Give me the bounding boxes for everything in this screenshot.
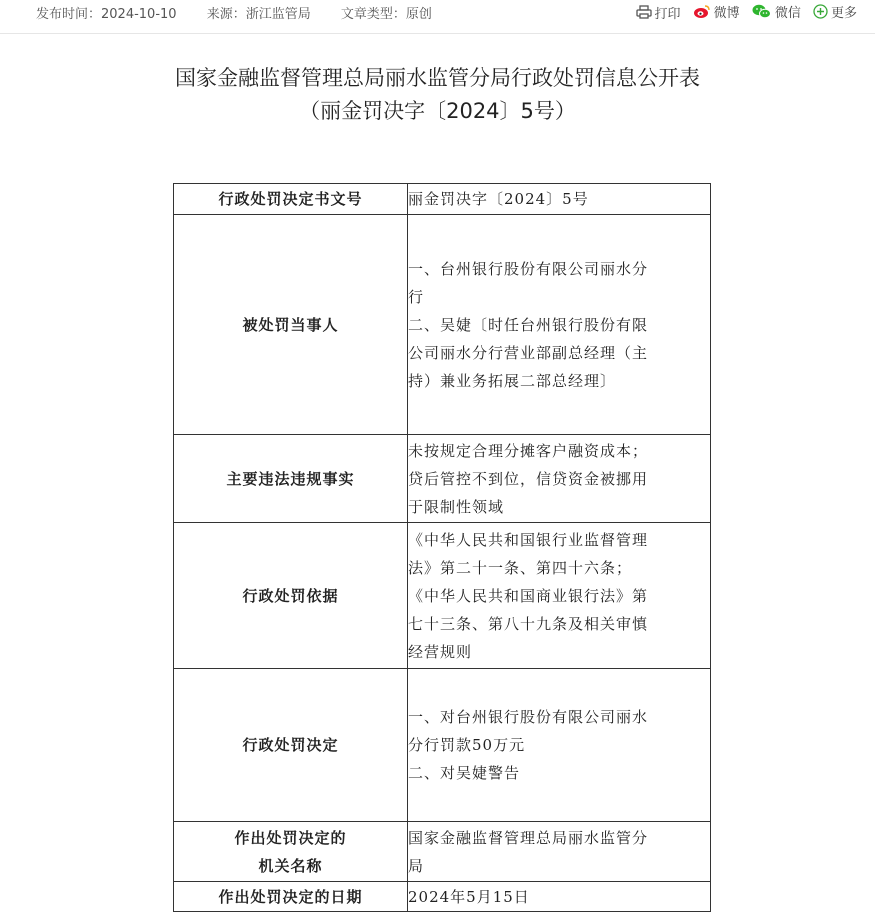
publish-date: 发布时间：2024-10-10 (36, 7, 177, 22)
share-toolbar (628, 2, 857, 23)
table-row (174, 435, 711, 523)
row-label: 主要违法违规事实 (174, 435, 408, 523)
article-source: 来源：浙江监管局 (206, 7, 311, 22)
table-row (174, 822, 711, 882)
wechat-icon (752, 4, 772, 19)
printer-icon (636, 5, 652, 19)
row-value: 国家金融监督管理总局丽水监管分 局 (408, 822, 711, 882)
print-label: 打印 (654, 6, 681, 22)
article-type: 文章类型：原创 (340, 7, 432, 22)
weibo-label: 微博 (713, 6, 740, 21)
table-row (174, 215, 711, 435)
more-label: 更多 (830, 6, 857, 21)
row-label: 作出处罚决定的日期 (174, 882, 408, 912)
row-label: 行政处罚依据 (174, 523, 408, 669)
article-meta (36, 3, 458, 22)
weibo-button[interactable] (693, 2, 740, 21)
row-label: 行政处罚决定书文号 (174, 184, 408, 215)
more-button[interactable] (813, 2, 857, 21)
article-meta-bar (0, 0, 875, 24)
table-row (174, 882, 711, 912)
penalty-info-table (173, 183, 711, 912)
row-value: 一、对台州银行股份有限公司丽水 分行罚款50万元 二、对吴婕警告 (408, 669, 711, 822)
table-row (174, 669, 711, 822)
page-title (0, 62, 875, 128)
row-value: 2024年5月15日 (408, 882, 711, 912)
divider (0, 33, 875, 34)
row-value: 未按规定合理分摊客户融资成本； 贷后管控不到位，信贷资金被挪用 于限制性领域 (408, 435, 711, 523)
table-row (174, 184, 711, 215)
row-label: 行政处罚决定 (174, 669, 408, 822)
print-button[interactable] (636, 3, 681, 22)
row-label: 作出处罚决定的 机关名称 (174, 822, 408, 882)
wechat-label: 微信 (774, 6, 801, 21)
row-value: 《中华人民共和国银行业监督管理 法》第二十一条、第四十六条； 《中华人民共和国商业银行法》第 七十三条、第八十九条及相关审慎 经营规则 (408, 523, 711, 669)
title-line-1: 国家金融监督管理总局丽水监管分局行政处罚信息公开表 (175, 66, 700, 90)
wechat-button[interactable] (752, 2, 801, 21)
plus-circle-icon (813, 4, 828, 19)
row-label: 被处罚当事人 (174, 215, 408, 435)
title-line-2: （丽金罚决字〔2024〕5号） (299, 99, 576, 123)
weibo-icon (693, 4, 711, 19)
row-value: 一、台州银行股份有限公司丽水分 行 二、吴婕〔时任台州银行股份有限 公司丽水分行营业部副总经理（主 持）兼业务拓展二部总经理〕 (408, 215, 711, 435)
row-value: 丽金罚决字〔2024〕5号 (408, 184, 711, 215)
table-row (174, 523, 711, 669)
